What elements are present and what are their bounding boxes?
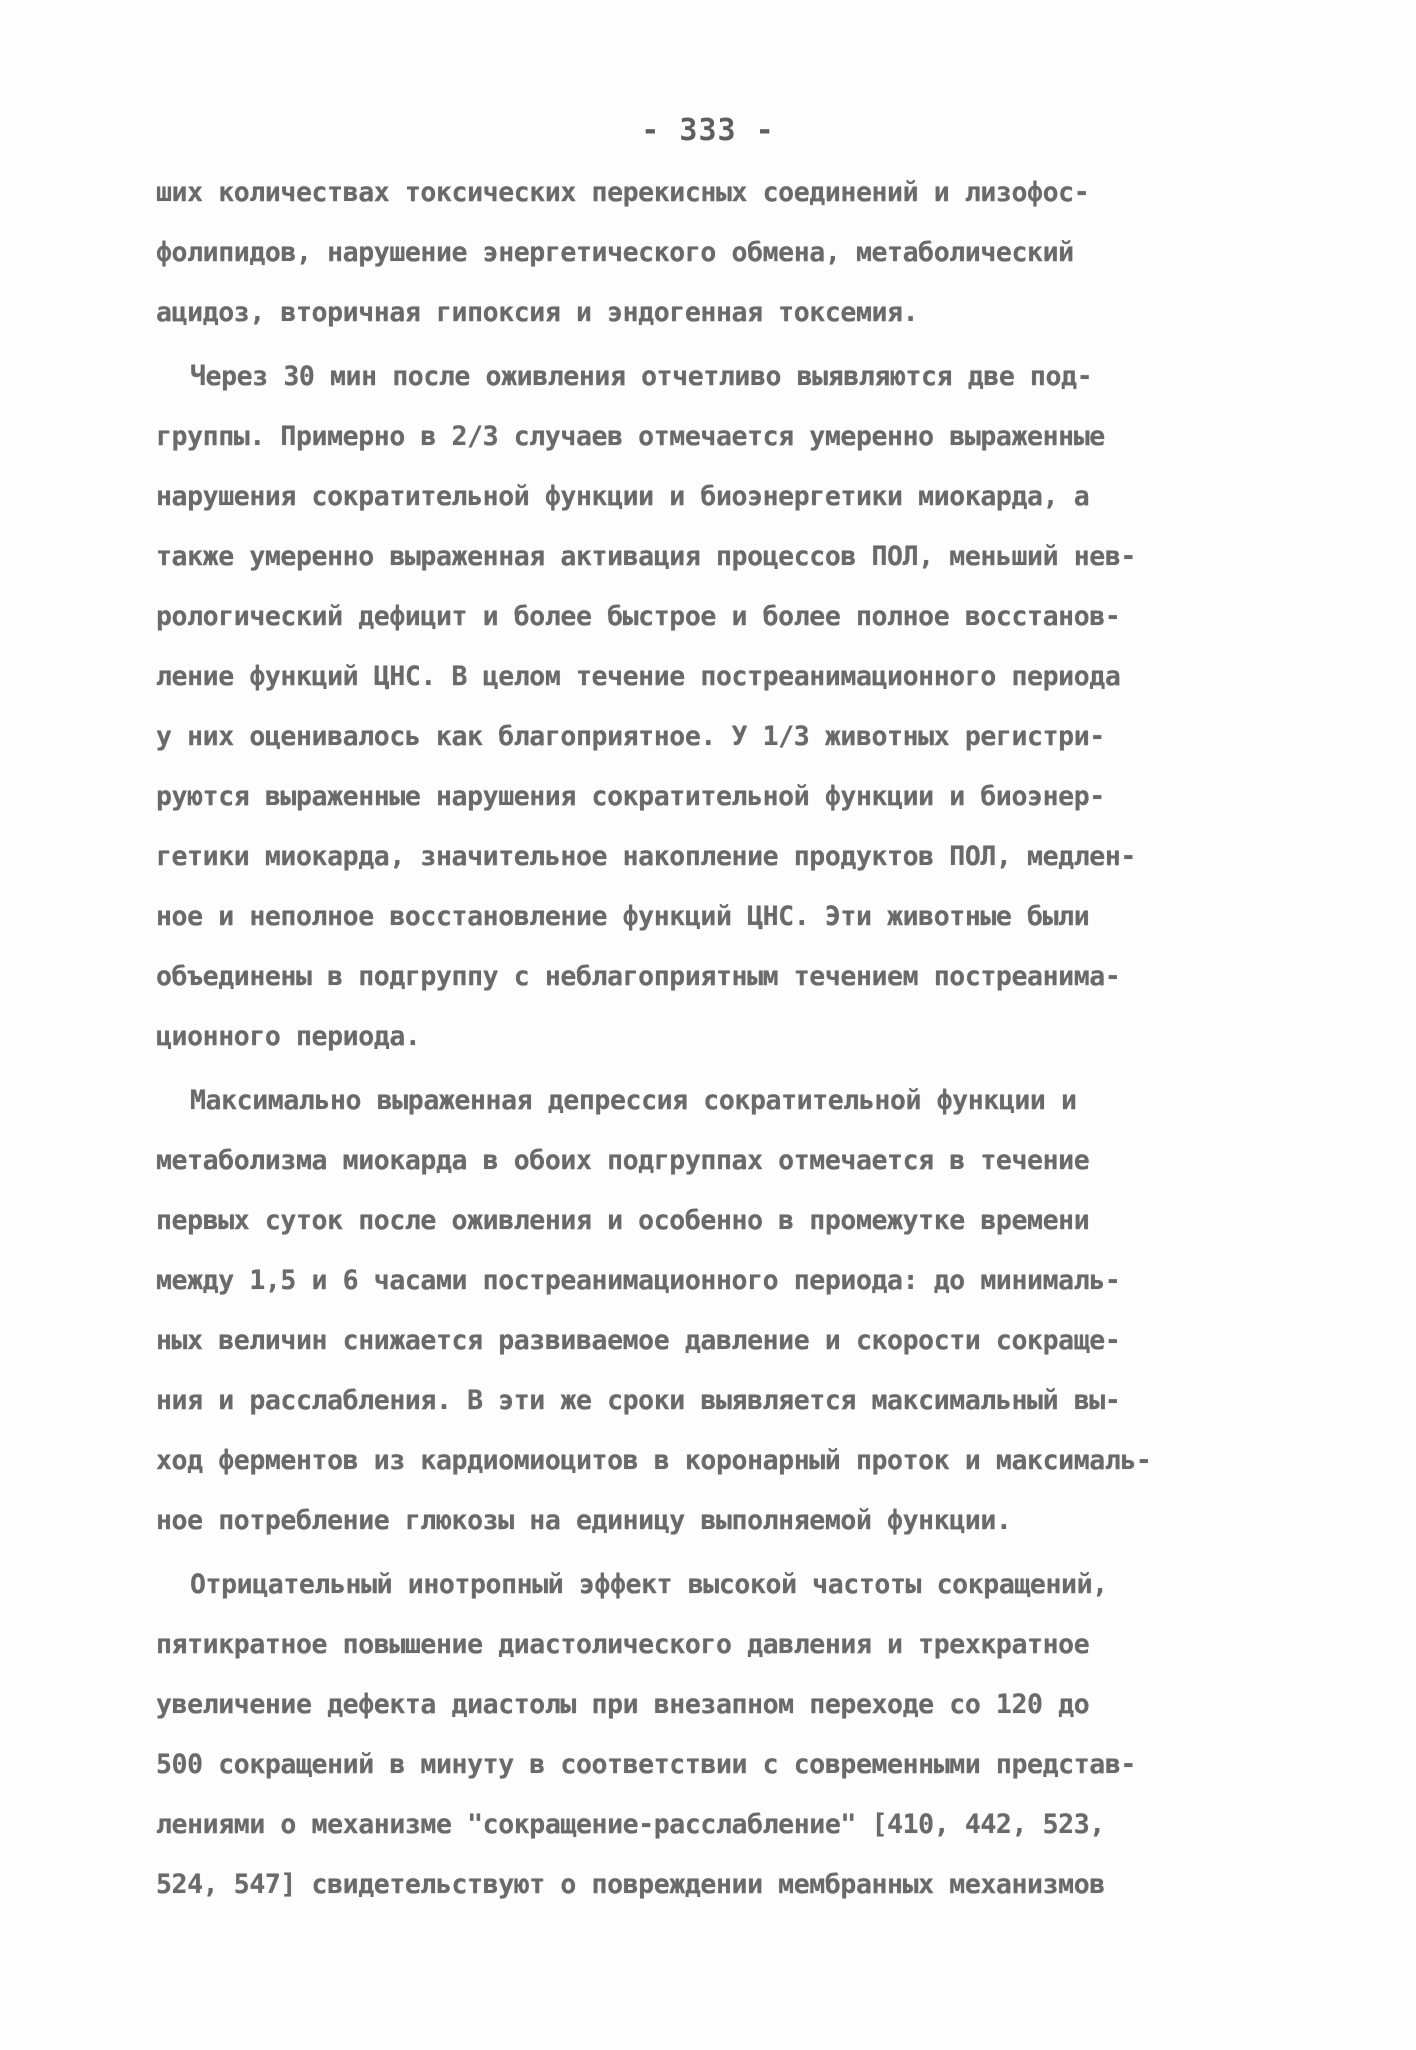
- text-line: увеличение дефекта диастолы при внезапном переходе со 120 до: [156, 1689, 1090, 1720]
- text-line: лениями о механизме "сокращение-расслабление" [410, 442, 523,: [156, 1809, 1105, 1840]
- text-line: группы. Примерно в 2/3 случаев отмечается умеренно выраженные: [156, 421, 1105, 452]
- text-line: ционного периода.: [156, 1021, 421, 1052]
- text-line: руются выраженные нарушения сократительной функции и биоэнер-: [156, 781, 1105, 812]
- text-line: метаболизма миокарда в обоих подгруппах отмечается в течение: [156, 1145, 1090, 1176]
- text-line: ход ферментов из кардиомиоцитов в коронарный проток и максималь-: [156, 1445, 1152, 1476]
- text-line: гетики миокарда, значительное накопление продуктов ПОЛ, медлен-: [156, 841, 1136, 872]
- text-line: ное потребление глюкозы на единицу выполняемой функции.: [156, 1505, 1012, 1536]
- text-line: объединены в подгруппу с неблагоприятным течением постреанима-: [156, 961, 1121, 992]
- page-number: - 333 -: [641, 113, 775, 148]
- text-line: пятикратное повышение диастолического давления и трехкратное: [156, 1629, 1090, 1660]
- text-line: первых суток после оживления и особенно в промежутке времени: [156, 1205, 1090, 1236]
- text-line: также умеренно выраженная активация процессов ПОЛ, меньший нев-: [156, 541, 1136, 572]
- text-line: фолипидов, нарушение энергетического обмена, метаболический: [156, 237, 1074, 268]
- text-line: Через 30 мин после оживления отчетливо выявляются две под-: [190, 361, 1093, 392]
- text-line: 500 сокращений в минуту в соответствии с современными представ-: [156, 1749, 1136, 1780]
- text-line: у них оценивалось как благоприятное. У 1/3 животных регистри-: [156, 721, 1105, 752]
- text-line: между 1,5 и 6 часами постреанимационного периода: до минималь-: [156, 1265, 1121, 1296]
- text-line: ление функций ЦНС. В целом течение постреанимационного периода: [156, 661, 1121, 692]
- text-line: 524, 547] свидетельствуют о повреждении мембранных механизмов: [156, 1869, 1105, 1900]
- text-line: Максимально выраженная депрессия сократительной функции и: [190, 1085, 1077, 1116]
- text-line: нарушения сократительной функции и биоэнергетики миокарда, а: [156, 481, 1090, 512]
- text-line: рологический дефицит и более быстрое и более полное восстанов-: [156, 601, 1121, 632]
- text-line: ных величин снижается развиваемое давление и скорости сокраще-: [156, 1325, 1121, 1356]
- text-line: ния и расслабления. В эти же сроки выявляется максимальный вы-: [156, 1385, 1121, 1416]
- text-line: Отрицательный инотропный эффект высокой частоты сокращений,: [190, 1569, 1108, 1600]
- text-line: ацидоз, вторичная гипоксия и эндогенная токсемия.: [156, 297, 919, 328]
- text-line: ное и неполное восстановление функций ЦНС. Эти животные были: [156, 901, 1090, 932]
- text-line: ших количествах токсических перекисных соединений и лизофос-: [156, 177, 1090, 208]
